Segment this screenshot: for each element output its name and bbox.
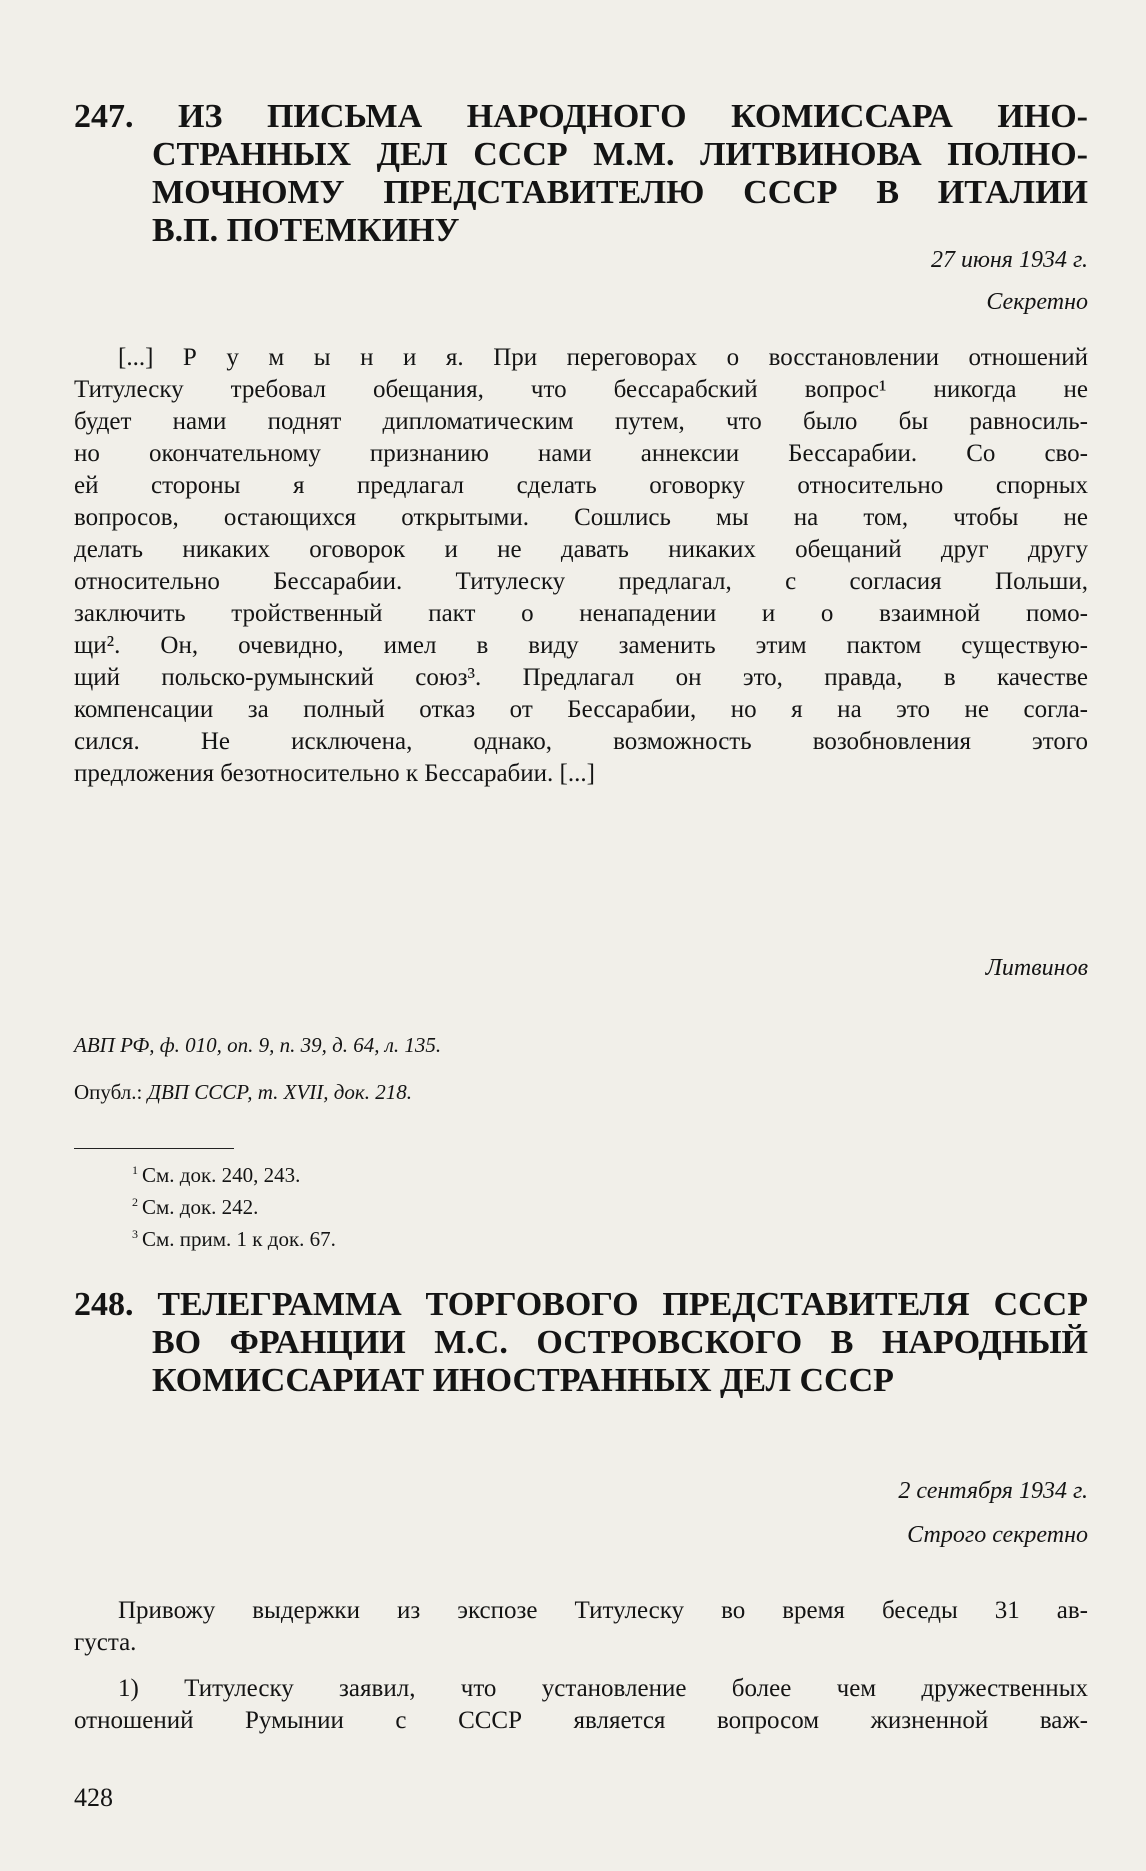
doc247-body-line: сился. Не исключена, однако, возможность возобновления этого (74, 728, 1088, 755)
doc247-body-line: но окончательному признанию нами аннексии Бессарабии. Со сво- (74, 440, 1088, 467)
doc248-title-line-1: 248. ТЕЛЕГРАММА ТОРГОВОГО ПРЕДСТАВИТЕЛЯ СССР (74, 1286, 1088, 1323)
doc248-body-line: Привожу выдержки из экспозе Титулеску во время беседы 31 ав- (118, 1597, 1088, 1624)
footnote-text: См. док. 240, 243. (142, 1163, 301, 1187)
footnote-mark: 1 (132, 1163, 138, 1177)
doc248-body-line: 1) Титулеску заявил, что установление более чем дружественных (118, 1675, 1088, 1702)
doc248-body-line: отношений Румынии с СССР является вопросом жизненной важ- (74, 1707, 1088, 1734)
doc247-body-line: щи². Он, очевидно, имел в виду заменить этим пактом существую- (74, 632, 1088, 659)
doc248-body (74, 1595, 1088, 1659)
doc248-body-item-1 (74, 1673, 1088, 1737)
footnote-text: См. док. 242. (142, 1195, 259, 1219)
footnote-3 (132, 1226, 336, 1253)
footnote-divider (74, 1148, 234, 1149)
doc247-body-line: делать никаких оговорок и не давать никаких обещаний друг другу (74, 536, 1088, 563)
doc247-body-line: ей стороны я предлагал сделать оговорку относительно спорных (74, 472, 1088, 499)
page-number: 428 (74, 1783, 113, 1812)
doc247-publication (74, 1078, 412, 1106)
doc247-classification: Секретно (986, 289, 1088, 315)
published-ref: ДВП СССР, т. XVII, док. 218. (147, 1080, 412, 1104)
doc247-body-line: относительно Бессарабии. Титулеску предлагал, с согласия Польши, (74, 568, 1088, 595)
doc247-date: 27 июня 1934 г. (930, 247, 1088, 273)
doc247-body-line: щий польско-румынский союз³. Предлагал он это, правда, в качестве (74, 664, 1088, 691)
footnote-mark: 3 (132, 1227, 138, 1241)
doc247-body-line: заключить тройственный пакт о ненападении и о взаимной помо- (74, 600, 1088, 627)
doc247-body-line: предложения безотносительно к Бессарабии. [...] (74, 760, 595, 787)
doc247-signature: Литвинов (985, 955, 1088, 981)
footnote-text: См. прим. 1 к док. 67. (142, 1227, 336, 1251)
footnote-mark: 2 (132, 1195, 138, 1209)
doc247-body-line: компенсации за полный отказ от Бессарабии, но я на это не согла- (74, 696, 1088, 723)
doc247-title-line-4: В.П. ПОТЕМКИНУ (152, 212, 460, 249)
doc248-date: 2 сентября 1934 г. (898, 1478, 1088, 1504)
doc247-body-line: Титулеску требовал обещания, что бессарабский вопрос¹ никогда не (74, 376, 1088, 403)
footnote-2 (132, 1194, 258, 1221)
footnote-1 (132, 1162, 300, 1189)
doc248-title-line-3: КОМИССАРИАТ ИНОСТРАННЫХ ДЕЛ СССР (152, 1362, 894, 1399)
doc247-body (74, 342, 1088, 790)
doc248-classification: Строго секретно (907, 1522, 1088, 1548)
published-label: Опубл.: (74, 1080, 143, 1104)
doc248-title-line-2: ВО ФРАНЦИИ М.С. ОСТРОВСКОГО В НАРОДНЫЙ (152, 1324, 1088, 1361)
doc248-body-line: густа. (74, 1629, 137, 1656)
doc247-body-line: будет нами поднят дипломатическим путем, что было бы равносиль- (74, 408, 1088, 435)
document-page (74, 0, 1088, 1871)
doc247-body-line: [...] Р у м ы н и я. При переговорах о восстановлении отношений (118, 344, 1088, 371)
doc247-title-line-3: МОЧНОМУ ПРЕДСТАВИТЕЛЮ СССР В ИТАЛИИ (152, 174, 1088, 211)
doc247-archive-ref: АВП РФ, ф. 010, оп. 9, п. 39, д. 64, л. 135. (74, 1033, 442, 1057)
doc247-title (74, 98, 1088, 250)
doc247-title-line-1: 247. ИЗ ПИСЬМА НАРОДНОГО КОМИССАРА ИНО- (74, 98, 1088, 135)
doc248-title (74, 1286, 1088, 1400)
doc247-body-line: вопросов, остающихся открытыми. Сошлись мы на том, чтобы не (74, 504, 1088, 531)
doc247-title-line-2: СТРАННЫХ ДЕЛ СССР М.М. ЛИТВИНОВА ПОЛНО- (152, 136, 1088, 173)
